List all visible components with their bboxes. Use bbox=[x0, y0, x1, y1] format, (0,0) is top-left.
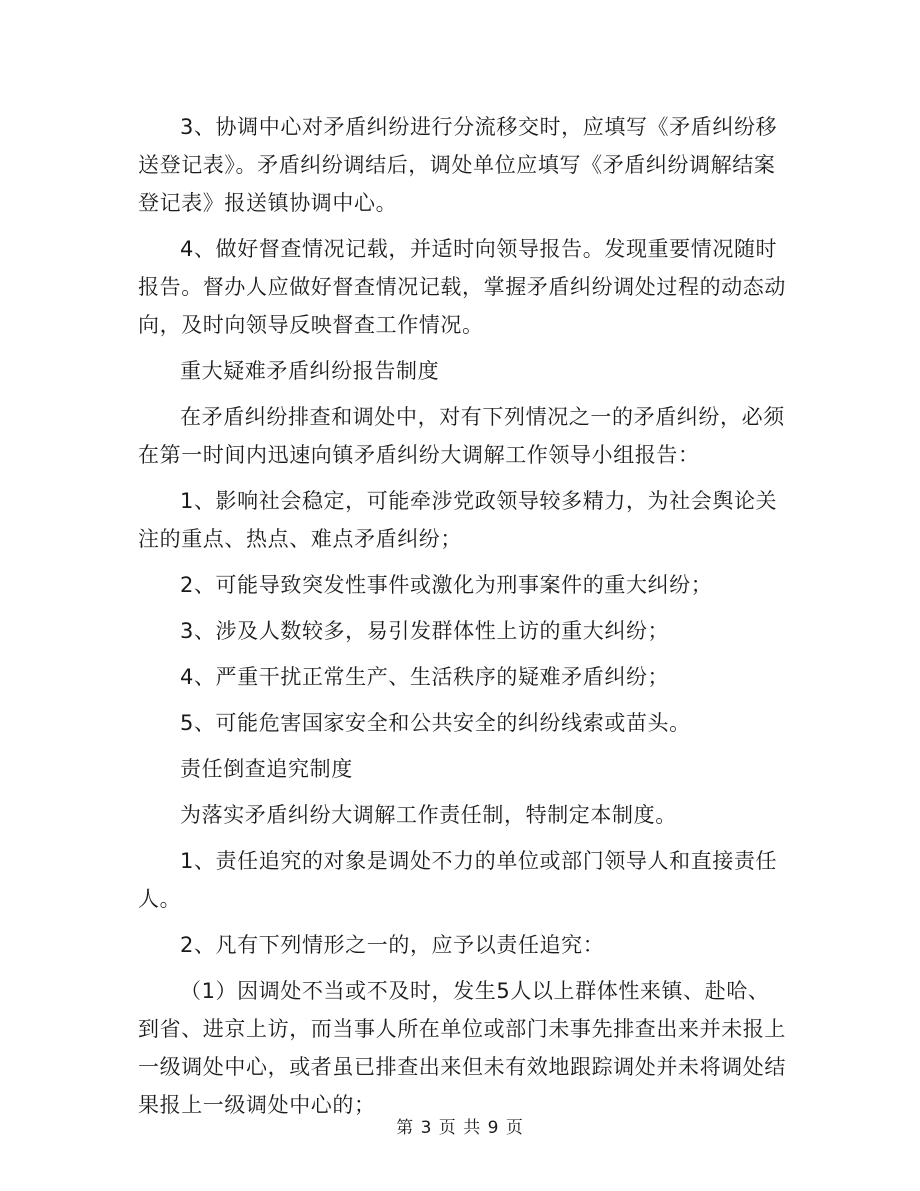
list-item-3: 3、涉及人数较多，易引发群体性上访的重大纠纷； bbox=[180, 619, 670, 643]
paragraph-2: 4、做好督查情况记载，并适时向领导报告。发现重要情况随时报告。督办人应做好督查情况记载，掌握矛盾纠纷调处过程的动态动向，及时向领导反映督查工作情况。 bbox=[138, 237, 786, 337]
paragraph-5: 1、责任追究的对象是调处不力的单位或部门领导人和直接责任人。 bbox=[138, 849, 778, 911]
page-number-footer: 第 3 页 共 9 页 bbox=[396, 1118, 524, 1138]
list-item-1: 1、影响社会稳定，可能牵涉党政领导较多精力，为社会舆论关注的重点、热点、难点矛盾纠纷； bbox=[138, 489, 778, 551]
list-item-2: 2、可能导致突发性事件或激化为刑事案件的重大纠纷； bbox=[180, 573, 713, 597]
list-item-4: 4、严重干扰正常生产、生活秩序的疑难矛盾纠纷； bbox=[180, 665, 670, 689]
paragraph-7: （1）因调处不当或不及时，发生5人以上群体性来镇、赴哈、到省、进京上访，而当事人所在单位或部门未事先排查出来并未报上一级调处中心，或者虽已排查出来但未有效地跟踪调处并未将调处结果报上一级调处中心的； bbox=[138, 979, 786, 1117]
paragraph-3: 在矛盾纠纷排查和调处中，对有下列情况之一的矛盾纠纷，必须在第一时间内迅速向镇矛盾纠纷大调解工作领导小组报告： bbox=[138, 405, 785, 467]
paragraph-1: 3、协调中心对矛盾纠纷进行分流移交时，应填写《矛盾纠纷移送登记表》。矛盾纠纷调结后，调处单位应填写《矛盾纠纷调解结案登记表》报送镇协调中心。 bbox=[138, 115, 778, 215]
list-item-5: 5、可能危害国家安全和公共安全的纠纷线索或苗头。 bbox=[180, 711, 691, 735]
section-heading-accountability: 责任倒查追究制度 bbox=[180, 757, 353, 781]
document-body bbox=[138, 108, 788, 1132]
paragraph-6: 2、凡有下列情形之一的，应予以责任追究： bbox=[180, 933, 605, 957]
section-heading-report-system: 重大疑难矛盾纠纷报告制度 bbox=[180, 359, 440, 383]
paragraph-4: 为落实矛盾纠纷大调解工作责任制，特制定本制度。 bbox=[180, 803, 677, 827]
